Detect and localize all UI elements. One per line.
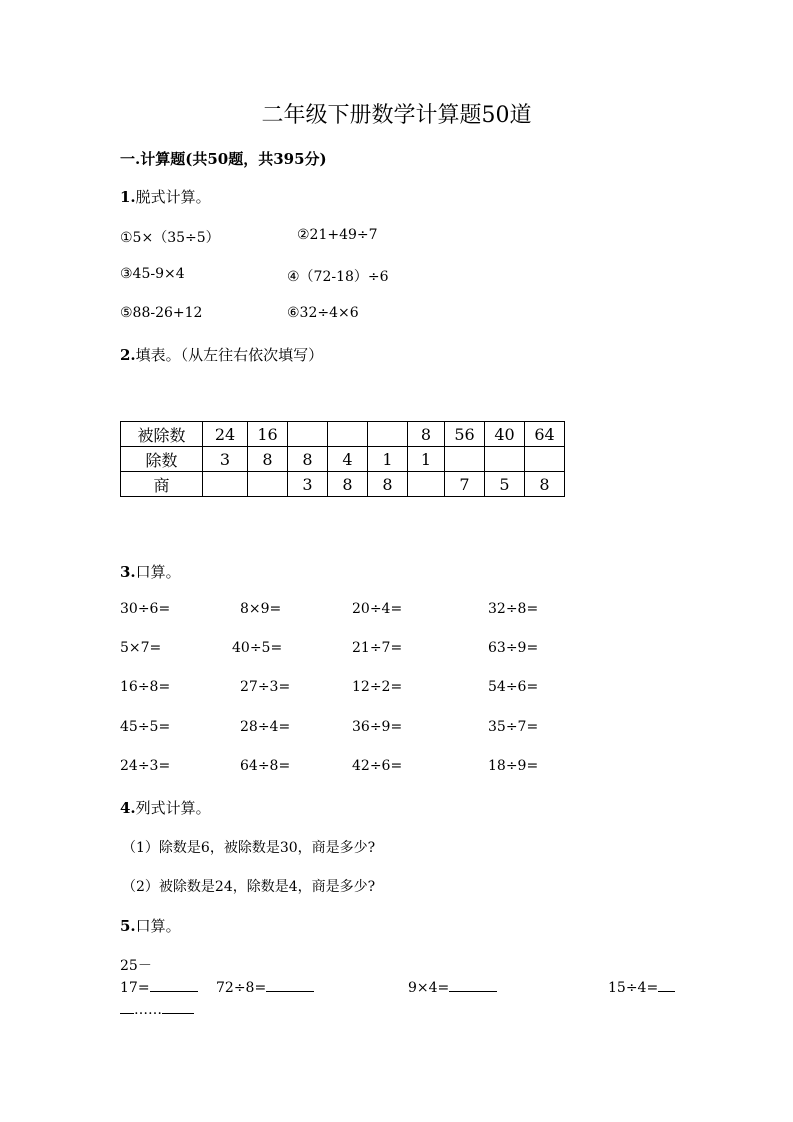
- oral-item: 16÷8=: [120, 679, 171, 695]
- table-cell: 5: [485, 472, 525, 497]
- question-2-title: 填表。（从左往右依次填写）: [135, 346, 324, 364]
- answer-blank: [449, 977, 497, 992]
- page-title: 二年级下册数学计算题50道: [261, 103, 532, 128]
- table-cell: 8: [328, 472, 368, 497]
- table-cell: [328, 422, 368, 447]
- table-cell: 3: [203, 447, 248, 472]
- q4-item-1: （1）除数是6，被除数是30，商是多少?: [122, 840, 376, 856]
- q1-item-6: ⑥32÷4×6: [287, 305, 359, 321]
- q5-item-4-text: 15÷4=: [608, 980, 659, 996]
- oral-item: 24÷3=: [120, 758, 171, 774]
- fill-in-table: [120, 421, 565, 497]
- oral-item: 20÷4=: [352, 601, 403, 617]
- table-cell: 1: [368, 447, 408, 472]
- table-cell: [248, 472, 288, 497]
- table-cell: [288, 422, 328, 447]
- answer-blank: [266, 977, 314, 992]
- answer-blank: [120, 999, 134, 1014]
- question-4-title: 列式计算。: [135, 799, 211, 817]
- question-2-number: 2.: [120, 346, 136, 364]
- question-3-number: 3.: [120, 563, 136, 581]
- table-cell: [368, 422, 408, 447]
- question-5-heading: [120, 915, 181, 936]
- oral-item: 28÷4=: [240, 719, 291, 735]
- question-5-title: 口算。: [135, 917, 181, 935]
- table-cell: [485, 447, 525, 472]
- question-4-number: 4.: [120, 799, 136, 817]
- table-cell: 8: [248, 447, 288, 472]
- oral-item: 30÷6=: [120, 601, 171, 617]
- oral-item: 27÷3=: [240, 679, 291, 695]
- table-row-dividend: [121, 422, 565, 447]
- table-cell: 24: [203, 422, 248, 447]
- q5-item-1-text: 17=: [120, 980, 150, 996]
- question-1-heading: [120, 186, 211, 207]
- question-1-number: 1.: [120, 188, 136, 206]
- answer-blank: [162, 999, 194, 1014]
- q5-line-1: 25－: [120, 958, 152, 974]
- table-cell: 1: [408, 447, 445, 472]
- table-cell: 4: [328, 447, 368, 472]
- oral-item: 64÷8=: [240, 758, 291, 774]
- table-row-quotient: [121, 472, 565, 497]
- answer-blank: [150, 977, 198, 992]
- question-3-title: 口算。: [135, 563, 181, 581]
- table-cell: [408, 472, 445, 497]
- table-cell: 8: [525, 472, 565, 497]
- oral-item: 45÷5=: [120, 719, 171, 735]
- q4-item-2: （2）被除数是24，除数是4，商是多少?: [122, 879, 376, 895]
- q1-item-1: ①5×（35÷5）: [120, 230, 220, 246]
- table-cell: 被除数: [121, 422, 203, 447]
- table-cell: 16: [248, 422, 288, 447]
- table-cell: 64: [525, 422, 565, 447]
- question-5-number: 5.: [120, 917, 136, 935]
- oral-item: 18÷9=: [488, 758, 539, 774]
- oral-item: 42÷6=: [352, 758, 403, 774]
- oral-item: 54÷6=: [488, 679, 539, 695]
- answer-blank: [658, 977, 675, 992]
- table-cell: 8: [288, 447, 328, 472]
- continuation-dots: ……: [134, 1002, 162, 1018]
- q1-item-3: ③45-9×4: [120, 266, 185, 282]
- table-cell: 8: [368, 472, 408, 497]
- table-cell: 商: [121, 472, 203, 497]
- q1-item-5: ⑤88-26+12: [120, 305, 203, 321]
- oral-item: 36÷9=: [352, 719, 403, 735]
- table-cell: [525, 447, 565, 472]
- oral-item: 21÷7=: [352, 640, 403, 656]
- oral-item: 32÷8=: [488, 601, 539, 617]
- section-heading: 一.计算题(共50题，共395分): [120, 150, 327, 168]
- q5-item-2: [216, 977, 314, 996]
- q5-item-3: [408, 977, 497, 996]
- q5-item-3-text: 9×4=: [408, 980, 450, 996]
- oral-item: 5×7=: [120, 640, 162, 656]
- q5-item-4: [608, 977, 675, 996]
- q1-item-4: ④（72-18）÷6: [287, 269, 389, 285]
- table-cell: 40: [485, 422, 525, 447]
- q1-item-2: ②21+49÷7: [297, 227, 378, 243]
- question-1-title: 脱式计算。: [135, 188, 211, 206]
- table-cell: 8: [408, 422, 445, 447]
- oral-item: 8×9=: [240, 601, 282, 617]
- oral-item: 12÷2=: [352, 679, 403, 695]
- table-cell: 7: [445, 472, 485, 497]
- table-cell: [203, 472, 248, 497]
- table-cell: 3: [288, 472, 328, 497]
- q5-line-3: [120, 999, 194, 1018]
- table-row-divisor: [121, 447, 565, 472]
- table-cell: 56: [445, 422, 485, 447]
- table-cell: [445, 447, 485, 472]
- question-4-heading: [120, 797, 211, 818]
- table-cell: 除数: [121, 447, 203, 472]
- q5-item-1: [120, 977, 198, 996]
- oral-item: 40÷5=: [232, 640, 283, 656]
- question-3-heading: [120, 561, 181, 582]
- question-2-heading: [120, 344, 323, 365]
- oral-item: 35÷7=: [488, 719, 539, 735]
- q5-item-2-text: 72÷8=: [216, 980, 267, 996]
- oral-item: 63÷9=: [488, 640, 539, 656]
